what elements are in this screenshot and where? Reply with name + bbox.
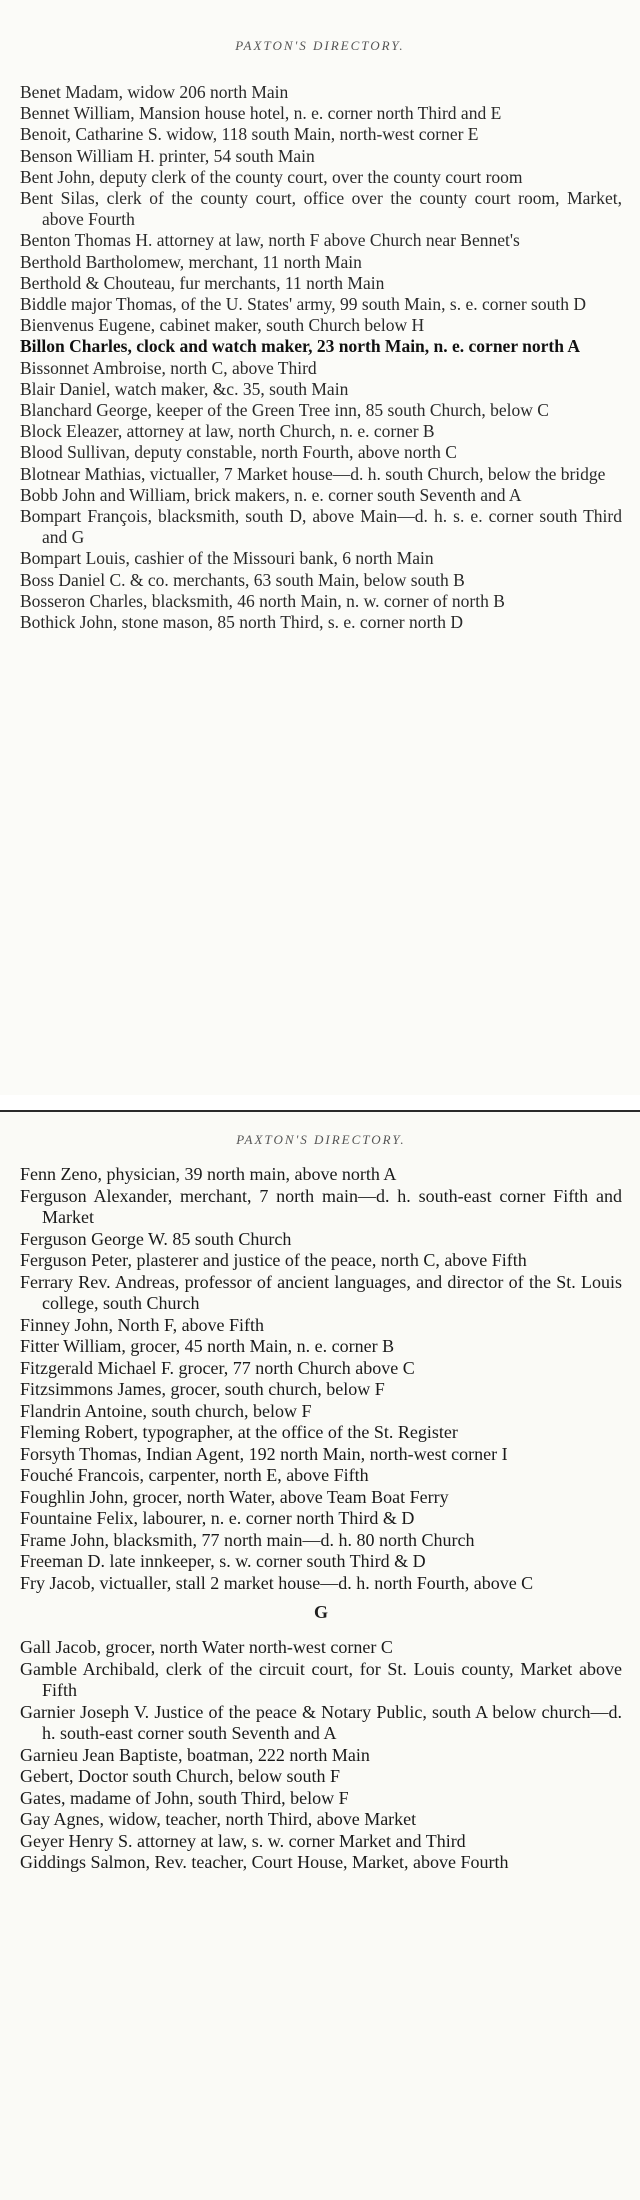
page-separator	[0, 1095, 640, 1110]
directory-entry: Finney John, North F, above Fifth	[20, 1314, 265, 1335]
directory-entry: Fenn Zeno, physician, 39 north main, above north A	[20, 1164, 397, 1184]
directory-entry: Gamble Archibald, clerk of the circuit court, for St. Louis county, Market above Fifth	[20, 1658, 622, 1700]
directory-entry: Blair Daniel, watch maker, &c. 35, south Main	[20, 378, 349, 399]
directory-entry: Blood Sullivan, deputy constable, north Fourth, above north C	[20, 442, 457, 463]
directory-entry: Fitzsimmons James, grocer, south church, below F	[20, 1379, 385, 1399]
directory-entry: Blanchard George, keeper of the Green Tree inn, 85 south Church, below C	[20, 400, 549, 421]
directory-entry: Gay Agnes, widow, teacher, north Third, above Market	[20, 1809, 417, 1829]
directory-entry: Bennet William, Mansion house hotel, n. e. corner north Third and E	[20, 103, 502, 124]
directory-entry: Benson William H. printer, 54 south Main	[20, 145, 315, 166]
directory-entry: Boss Daniel C. & co. merchants, 63 south Main, below south B	[20, 569, 465, 590]
directory-entry: Frame John, blacksmith, 77 north main—d. h. 80 north Church	[20, 1529, 475, 1550]
directory-entry: Gates, madame of John, south Third, below F	[20, 1787, 349, 1808]
directory-entry: Fitter William, grocer, 45 north Main, n. e. corner B	[20, 1336, 395, 1356]
section-letter: G	[313, 1602, 328, 1622]
directory-entry: Blotnear Mathias, victualler, 7 Market house—d. h. south Church, below the bridge	[20, 463, 606, 484]
directory-entry: Gebert, Doctor south Church, below south F	[20, 1766, 340, 1786]
directory-entry: Fountaine Felix, labourer, n. e. corner north Third & D	[20, 1508, 415, 1528]
directory-entry: Garnier Joseph V. Justice of the peace & Notary Public, south A below church—d. h. south-east corner south Seventh and A	[20, 1701, 622, 1743]
directory-entry: Ferguson Peter, plasterer and justice of the peace, north C, above Fifth	[20, 1250, 527, 1270]
directory-entry: Fitzgerald Michael F. grocer, 77 north Church above C	[20, 1357, 415, 1378]
entry-list	[20, 1637, 622, 1874]
directory-entry: Benton Thomas H. attorney at law, north F above Church near Bennet's	[20, 230, 520, 251]
directory-entry: Fouché Francois, carpenter, north E, above Fifth	[20, 1465, 369, 1485]
directory-entry: Ferguson George W. 85 south Church	[20, 1228, 292, 1249]
running-head: PAXTON'S DIRECTORY.	[236, 1132, 406, 1147]
directory-entry: Flandrin Antoine, south church, below F	[20, 1400, 312, 1421]
directory-entry: Benet Madam, widow 206 north Main	[20, 82, 289, 102]
directory-entry: Benoit, Catharine S. widow, 118 south Main, north-west corner E	[20, 124, 479, 145]
directory-entry: Block Eleazer, attorney at law, north Church, n. e. corner B	[20, 421, 435, 442]
directory-entry: Geyer Henry S. attorney at law, s. w. corner Market and Third	[20, 1830, 466, 1851]
directory-entry: Berthold & Chouteau, fur merchants, 11 north Main	[20, 272, 385, 293]
directory-entry: Fry Jacob, victualler, stall 2 market house—d. h. north Fourth, above C	[20, 1572, 534, 1593]
directory-entry: Garnieu Jean Baptiste, boatman, 222 north Main	[20, 1744, 370, 1765]
directory-entry: Bienvenus Eugene, cabinet maker, south Church below H	[20, 315, 425, 336]
directory-entry-highlighted: Billon Charles, clock and watch maker, 23 north Main, n. e. corner north A	[20, 336, 581, 357]
directory-entry: Forsyth Thomas, Indian Agent, 192 north Main, north-west corner I	[20, 1443, 508, 1464]
directory-page-top	[0, 0, 640, 1095]
directory-entry: Fleming Robert, typographer, at the office of the St. Register	[20, 1422, 458, 1442]
directory-entry: Foughlin John, grocer, north Water, above Team Boat Ferry	[20, 1486, 449, 1507]
directory-page-bottom	[0, 1110, 640, 2200]
directory-entry: Bent John, deputy clerk of the county court, over the county court room	[20, 166, 523, 187]
directory-entry: Ferrary Rev. Andreas, professor of ancient languages, and director of the St. Louis college, south Church	[20, 1271, 622, 1313]
directory-entry: Bompart François, blacksmith, south D, above Main—d. h. s. e. corner south Third and G	[20, 506, 622, 548]
directory-entry: Freeman D. late innkeeper, s. w. corner south Third & D	[20, 1551, 426, 1571]
entry-list	[20, 1164, 622, 1594]
directory-entry: Ferguson Alexander, merchant, 7 north main—d. h. south-east corner Fifth and Market	[20, 1185, 622, 1227]
directory-entry: Giddings Salmon, Rev. teacher, Court House, Market, above Fourth	[20, 1852, 509, 1872]
directory-entry: Bissonnet Ambroise, north C, above Third	[20, 357, 317, 378]
running-head: PAXTON'S DIRECTORY.	[235, 38, 405, 53]
directory-entry: Bosseron Charles, blacksmith, 46 north Main, n. w. corner of north B	[20, 590, 505, 611]
directory-entry: Gall Jacob, grocer, north Water north-west corner C	[20, 1637, 393, 1657]
directory-entry: Bompart Louis, cashier of the Missouri bank, 6 north Main	[20, 548, 434, 569]
directory-entry: Bobb John and William, brick makers, n. e. corner south Seventh and A	[20, 484, 522, 505]
directory-entry: Bothick John, stone mason, 85 north Third, s. e. corner north D	[20, 612, 463, 633]
directory-entry: Berthold Bartholomew, merchant, 11 north Main	[20, 251, 362, 272]
directory-entry: Bent Silas, clerk of the county court, office over the county court room, Market, above Fourth	[20, 188, 622, 230]
directory-entry: Biddle major Thomas, of the U. States' army, 99 south Main, s. e. corner south D	[20, 294, 586, 315]
entry-list	[20, 82, 622, 633]
